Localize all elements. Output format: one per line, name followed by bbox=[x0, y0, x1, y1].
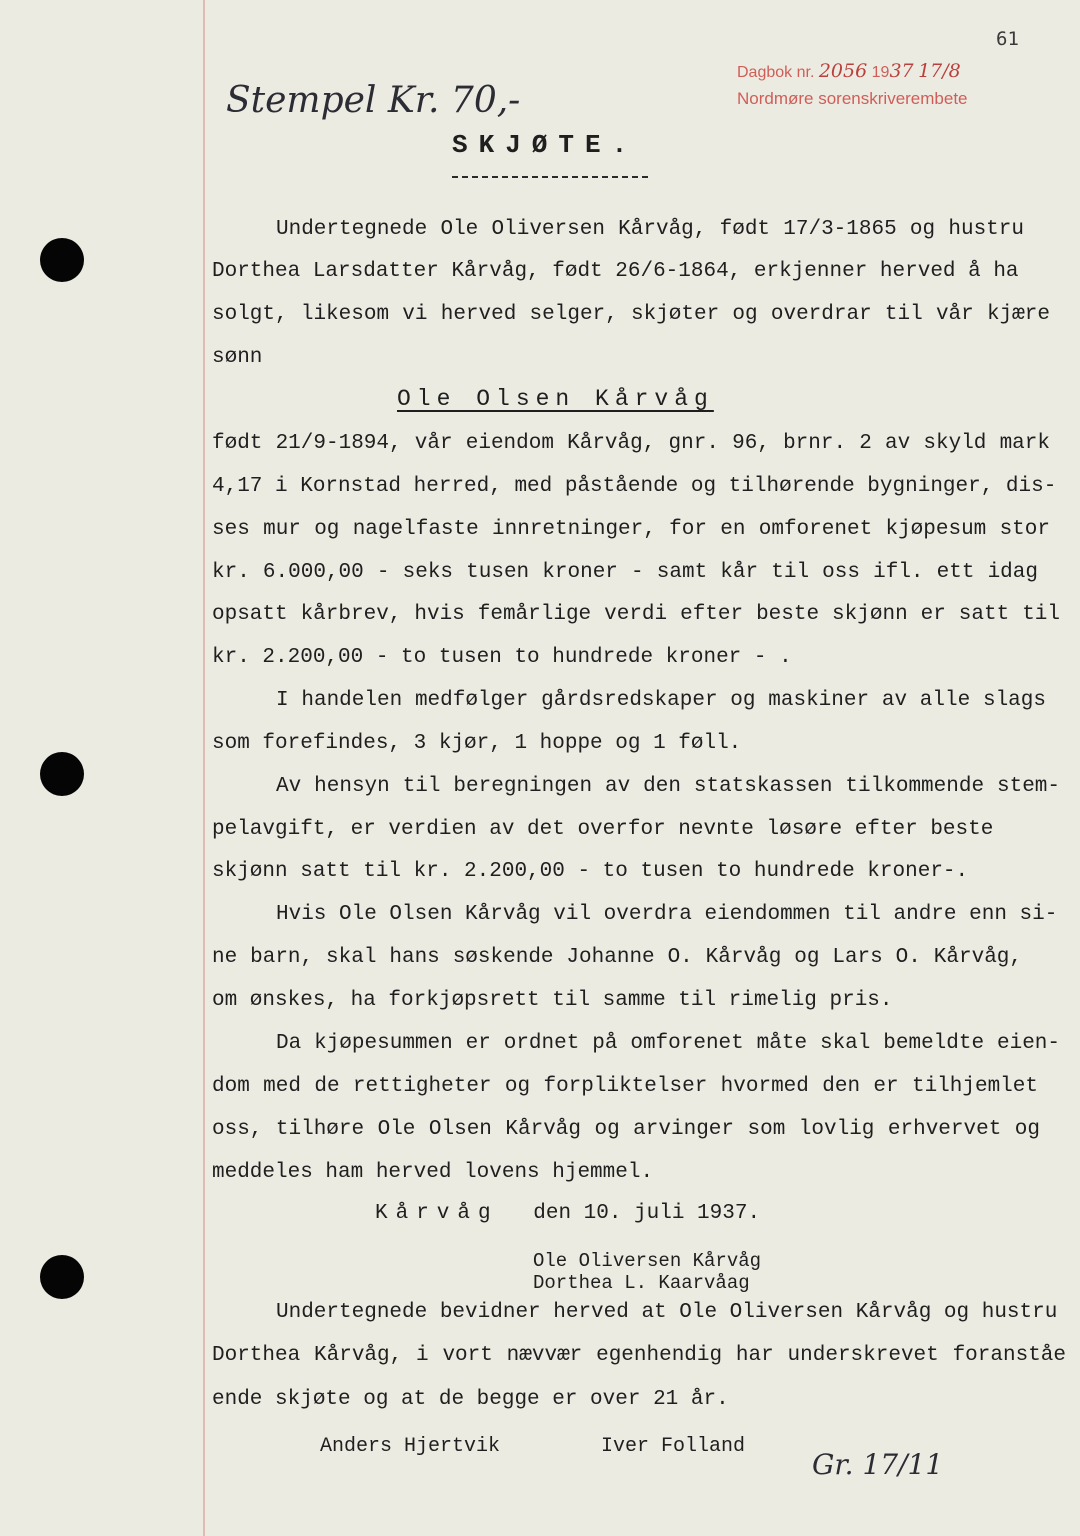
handwritten-stamp-duty-note: Stempel Kr. 70,- bbox=[226, 80, 521, 121]
body-line: Dorthea Larsdatter Kårvåg, født 26/6-1864, erkjenner herved å ha bbox=[212, 260, 1019, 283]
place: Kårvåg bbox=[375, 1202, 499, 1225]
body-line: Av hensyn til beregningen av den statskassen tilkommende stem- bbox=[276, 775, 1060, 798]
stamp-diary-line bbox=[737, 58, 968, 86]
body-line: opsatt kårbrev, hvis femårlige verdi efter beste skjønn er satt til bbox=[212, 603, 1060, 626]
stamp-year-suffix: 37 bbox=[889, 60, 914, 82]
body-line: født 21/9-1894, vår eiendom Kårvåg, gnr. 96, brnr. 2 av skyld mark bbox=[212, 432, 1050, 455]
registry-stamp bbox=[737, 58, 968, 112]
body-line: meddeles ham herved lovens hjemmel. bbox=[212, 1161, 654, 1184]
date: den 10. juli 1937. bbox=[533, 1202, 761, 1225]
witness-line: ende skjøte og at de begge er over 21 år. bbox=[212, 1388, 729, 1411]
body-line: ne barn, skal hans søskende Johanne O. Kårvåg og Lars O. Kårvåg, bbox=[212, 946, 1022, 969]
place-and-date bbox=[375, 1202, 760, 1225]
body-line: kr. 6.000,00 - seks tusen kroner - samt kår til oss ifl. ett idag bbox=[212, 561, 1038, 584]
stamp-date: 17/8 bbox=[918, 60, 961, 82]
signature-seller: Ole Oliversen Kårvåg bbox=[533, 1250, 762, 1272]
body-line: dom med de rettigheter og forpliktelser hvormed den er tilhjemlet bbox=[212, 1075, 1038, 1098]
body-line: skjønn satt til kr. 2.200,00 - to tusen to hundrede kroner-. bbox=[212, 860, 969, 883]
witness-signature: Anders Hjertvik bbox=[320, 1435, 501, 1458]
stamp-dagbok-label: Dagbok nr. bbox=[737, 64, 815, 81]
body-line: 4,17 i Kornstad herred, med påstående og tilhørende bygninger, dis- bbox=[212, 475, 1057, 498]
body-line: Hvis Ole Olsen Kårvåg vil overdra eiendommen til andre enn si- bbox=[276, 903, 1058, 926]
binder-hole bbox=[40, 752, 84, 796]
witness-line: Dorthea Kårvåg, i vort nævvær egenhendig har underskrevet foranståe bbox=[212, 1344, 1066, 1367]
signature-seller: Dorthea L. Kaarvåag bbox=[533, 1272, 750, 1294]
body-line: Da kjøpesummen er ordnet på omforenet måte skal bemeldte eien- bbox=[276, 1032, 1060, 1055]
document-title: SKJØTE. bbox=[452, 130, 639, 160]
body-line: I handelen medfølger gårdsredskaper og maskiner av alle slags bbox=[276, 689, 1046, 712]
page-number: 61 bbox=[996, 28, 1019, 50]
body-line: oss, tilhøre Ole Olsen Kårvåg og arvinger som lovlig erhvervet og bbox=[212, 1118, 1040, 1141]
buyer-name: Ole Olsen Kårvåg bbox=[397, 386, 714, 412]
body-line: sønn bbox=[212, 346, 263, 369]
body-line: om ønskes, ha forkjøpsrett til samme til rimelig pris. bbox=[212, 989, 893, 1012]
body-line: solgt, likesom vi herved selger, skjøter og overdrar til vår kjære bbox=[212, 303, 1050, 326]
stamp-office: Nordmøre sorenskriverembete bbox=[737, 89, 968, 108]
binder-hole bbox=[40, 1255, 84, 1299]
margin-rule bbox=[203, 0, 205, 1536]
body-line: Undertegnede Ole Oliversen Kårvåg, født 17/3-1865 og hustru bbox=[276, 218, 1024, 241]
body-line: kr. 2.200,00 - to tusen to hundrede kroner - . bbox=[212, 646, 792, 669]
witness-line: Undertegnede bevidner herved at Ole Oliversen Kårvåg og hustru bbox=[276, 1301, 1058, 1324]
body-line: som forefindes, 3 kjør, 1 hoppe og 1 føll. bbox=[212, 732, 742, 755]
body-line: pelavgift, er verdien av det overfor nevnte løsøre efter beste bbox=[212, 818, 994, 841]
stamp-year-prefix: 19 bbox=[871, 64, 890, 81]
handwritten-initials: Gr. 17/11 bbox=[812, 1448, 944, 1481]
witness-signature: Iver Folland bbox=[601, 1435, 746, 1458]
body-line: ses mur og nagelfaste innretninger, for en omforenet kjøpesum stor bbox=[212, 518, 1050, 541]
title-underline bbox=[452, 176, 648, 178]
stamp-dagbok-number: 2056 bbox=[818, 60, 868, 82]
binder-hole bbox=[40, 238, 84, 282]
